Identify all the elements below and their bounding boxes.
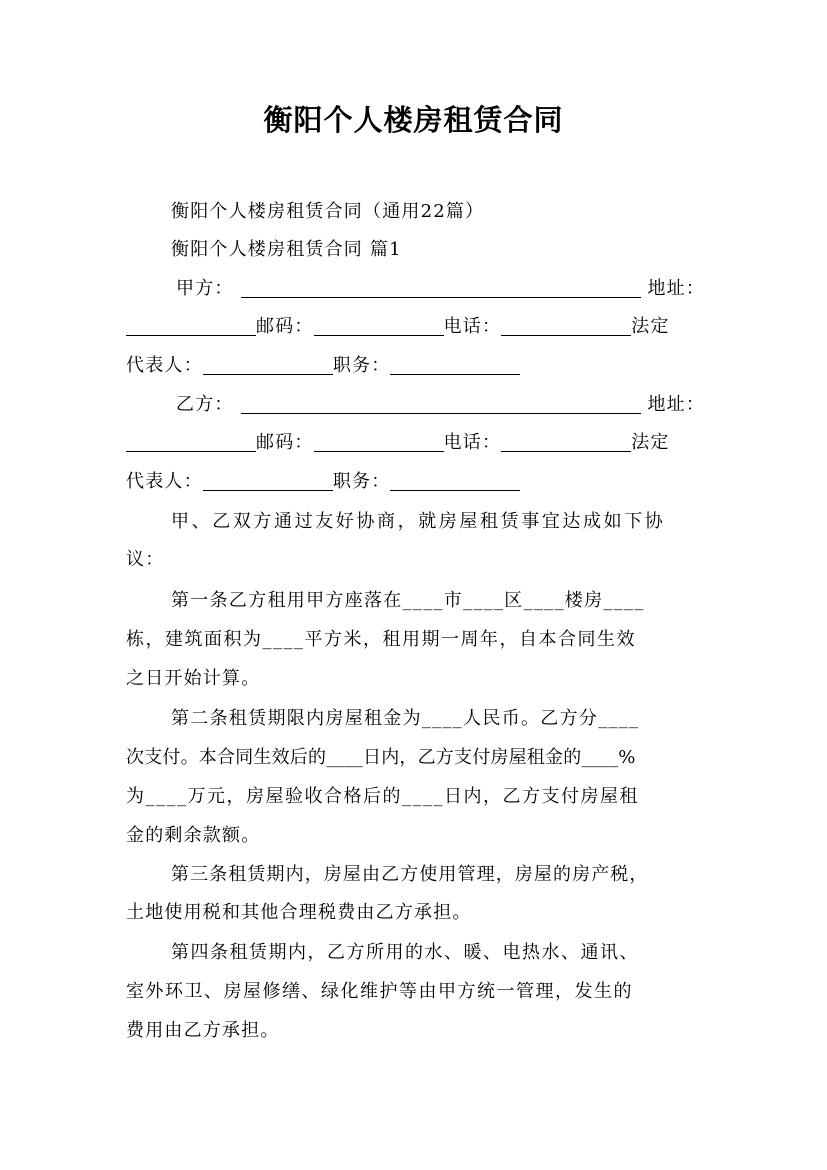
document-subtitle: 衡阳个人楼房租赁合同（通用22篇） xyxy=(171,201,485,222)
party-a-rep-blank xyxy=(203,352,333,375)
party-a-contact-row xyxy=(126,308,706,346)
party-a-rep-label: 代表人： xyxy=(126,355,203,376)
party-b-row xyxy=(176,386,706,424)
article-4-line-1: 第四条租赁期内，乙方所用的水、暖、电热水、通讯、 xyxy=(171,942,639,963)
article-3-line-2: 土地使用税和其他合理税费由乙方承担。 xyxy=(126,902,472,923)
party-a-postcode-blank xyxy=(314,313,444,336)
party-b-phone-label: 电话： xyxy=(443,432,502,453)
party-a-position-label: 职务： xyxy=(332,355,391,376)
article-1-line-1: 第一条乙方租用甲方座落在____市____区____楼房____ xyxy=(171,590,645,611)
party-b-rep-row xyxy=(126,463,706,501)
party-a-row xyxy=(176,270,706,308)
party-a-legal-label: 法定 xyxy=(631,316,670,337)
article-3-line-1: 第三条租赁期内，房屋由乙方使用管理，房屋的房产税， xyxy=(171,864,649,885)
section-heading: 衡阳个人楼房租赁合同 篇1 xyxy=(171,239,402,260)
intro-line-2: 议： xyxy=(126,549,165,570)
party-b-contact-row xyxy=(126,424,706,462)
article-1-line-3: 之日开始计算。 xyxy=(126,668,261,689)
article-2-line-2: 次支付。本合同生效后的____日内，乙方支付房屋租金的____% xyxy=(126,747,636,768)
document-title: 衡阳个人楼房租赁合同 xyxy=(263,103,564,137)
party-b-phone-blank xyxy=(501,429,631,452)
party-a-position-blank xyxy=(390,352,520,375)
party-b-address-label: 地址： xyxy=(647,394,706,415)
party-b-postcode-label: 邮码： xyxy=(256,432,314,453)
party-a-postcode-label: 邮码： xyxy=(256,316,314,337)
party-a-label: 甲方： xyxy=(176,278,234,299)
party-a-phone-label: 电话： xyxy=(443,316,502,337)
party-b-rep-blank xyxy=(203,468,333,491)
party-b-name-blank xyxy=(241,391,641,414)
party-a-address-blank xyxy=(126,313,256,336)
intro-line-1: 甲、乙双方通过友好协商，就房屋租赁事宜达成如下协 xyxy=(171,511,666,532)
party-a-rep-row xyxy=(126,347,706,385)
party-b-address-blank xyxy=(126,429,256,452)
party-b-rep-label: 代表人： xyxy=(126,471,203,492)
party-b-legal-label: 法定 xyxy=(631,432,670,453)
party-b-postcode-blank xyxy=(314,429,444,452)
party-a-phone-blank xyxy=(501,313,631,336)
party-a-name-blank xyxy=(241,275,641,298)
party-b-label: 乙方： xyxy=(176,394,234,415)
article-2-line-1: 第二条租赁期限内房屋租金为____人民币。乙方分____ xyxy=(171,708,640,729)
party-b-position-blank xyxy=(390,468,520,491)
article-2-line-3: 为____万元，房屋验收合格后的____日内，乙方支付房屋租 xyxy=(126,786,639,807)
party-b-position-label: 职务： xyxy=(332,471,391,492)
article-4-line-3: 费用由乙方承担。 xyxy=(126,1020,280,1041)
article-2-line-4: 金的剩余款额。 xyxy=(126,825,261,846)
party-a-address-label: 地址： xyxy=(647,278,706,299)
article-1-line-2: 栋，建筑面积为____平方米，租用期一周年，自本合同生效 xyxy=(126,629,636,650)
article-4-line-2: 室外环卫、房屋修缮、绿化维护等由甲方统一管理，发生的 xyxy=(126,981,633,1002)
